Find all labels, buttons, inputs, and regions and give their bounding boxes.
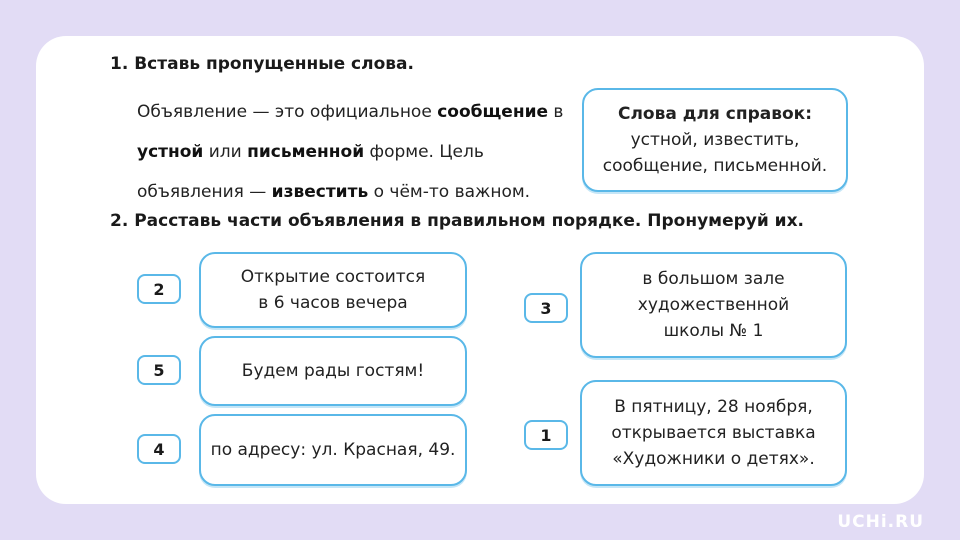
part-text-line: «Художники о детях». — [612, 449, 815, 469]
task1-paragraph — [137, 92, 582, 212]
part-text-line: в 6 часов вечера — [258, 293, 408, 313]
text-part: или — [203, 142, 248, 162]
part-text-line: школы № 1 — [663, 321, 764, 341]
hint-words-title: Слова для справок: — [617, 104, 812, 124]
filled-word-izvestit: известить — [271, 182, 369, 202]
part-text-line: Открытие состоится — [240, 267, 426, 287]
part-text-line: художественной — [637, 295, 790, 315]
order-number-field[interactable]: 4 — [137, 434, 181, 464]
hint-words-line: устной, известить, — [630, 130, 800, 150]
task1-title: 1. Вставь пропущенные слова. — [110, 54, 414, 74]
announcement-part[interactable] — [580, 252, 847, 358]
part-text-line: по адресу: ул. Красная, 49. — [210, 440, 456, 460]
filled-word-pismennoy: письменной — [247, 142, 365, 162]
order-number-field[interactable]: 2 — [137, 274, 181, 304]
part-text-line: В пятницу, 28 ноября, — [614, 397, 813, 417]
filled-word-ustnoy: устной — [137, 142, 204, 162]
part-text-line: открывается выставка — [611, 423, 816, 443]
part-text-line: в большом зале — [642, 269, 785, 289]
task2-title: 2. Расставь части объявления в правильном порядке. Пронумеруй их. — [110, 211, 805, 231]
announcement-part[interactable] — [199, 336, 467, 406]
order-number-field[interactable]: 3 — [524, 293, 568, 323]
hint-words-line: сообщение, письменной. — [602, 156, 828, 176]
announcement-part[interactable] — [199, 252, 467, 328]
text-part: Объявление — это официальное — [137, 102, 438, 122]
announcement-part[interactable] — [580, 380, 847, 486]
announcement-part[interactable] — [199, 414, 467, 486]
text-part: форме. Цель объявления — — [137, 142, 484, 202]
part-text-line: Будем рады гостям! — [241, 361, 425, 381]
order-number-field[interactable]: 1 — [524, 420, 568, 450]
filled-word-soobshchenie: сообщение — [437, 102, 549, 122]
uchi-logo: UCHi.RU — [837, 512, 924, 532]
text-part: в — [548, 102, 564, 122]
text-part: о чём-то важном. — [368, 182, 531, 202]
order-number-field[interactable]: 5 — [137, 355, 181, 385]
hint-words-box — [582, 88, 848, 192]
